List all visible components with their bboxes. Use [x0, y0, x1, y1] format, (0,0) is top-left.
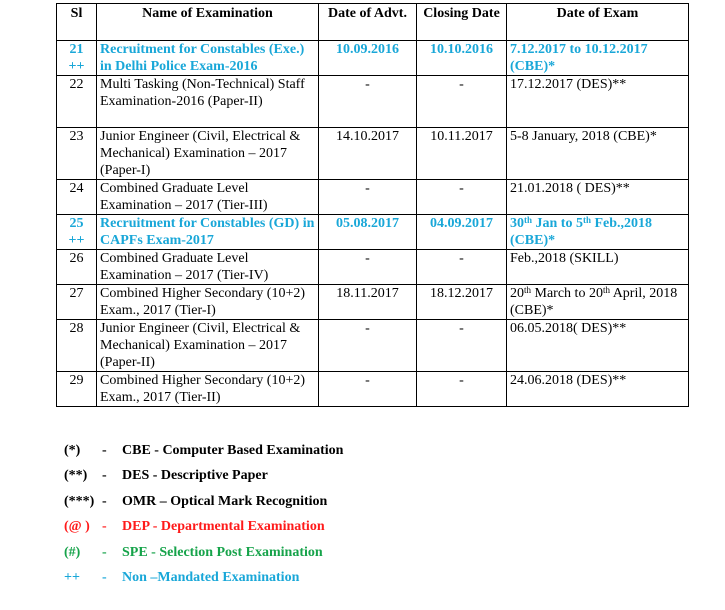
legend-item-des: (**) - DES - Descriptive Paper	[64, 468, 268, 483]
row-sl: 23	[57, 128, 97, 180]
row-advt: 10.09.2016	[319, 41, 417, 76]
row-closing: -	[417, 320, 507, 372]
row-closing: 10.10.2016	[417, 41, 507, 76]
row-advt: -	[319, 250, 417, 285]
row-name: Combined Graduate Level Examination – 2017 (Tier-IV)	[97, 250, 319, 285]
row-name: Multi Tasking (Non-Technical) Staff Examination-2016 (Paper-II)	[97, 76, 319, 128]
header-sl: Sl	[57, 4, 97, 41]
table-row	[57, 250, 689, 285]
row-closing: -	[417, 372, 507, 407]
row-exam-date: Feb.,2018 (SKILL)	[507, 250, 689, 285]
row-exam-date: 20th March to 20th April, 2018 (CBE)*	[507, 285, 689, 320]
header-exam-date: Date of Exam	[507, 4, 689, 41]
row-name: Combined Higher Secondary (10+2) Exam., 2017 (Tier-I)	[97, 285, 319, 320]
legend-item-omr: (***) - OMR – Optical Mark Recognition	[64, 494, 328, 509]
row-name: Combined Higher Secondary (10+2) Exam., 2017 (Tier-II)	[97, 372, 319, 407]
table-row	[57, 215, 689, 250]
table-row	[57, 285, 689, 320]
row-name: Recruitment for Constables (Exe.) in Delhi Police Exam-2016	[97, 41, 319, 76]
legend-item-non-mandated: ++ - Non –Mandated Examination	[64, 570, 300, 585]
row-advt: -	[319, 180, 417, 215]
row-closing: 18.12.2017	[417, 285, 507, 320]
header-closing: Closing Date	[417, 4, 507, 41]
legend-item-dep: (@ ) - DEP - Departmental Examination	[64, 519, 325, 534]
row-name: Combined Graduate Level Examination – 2017 (Tier-III)	[97, 180, 319, 215]
row-sl: 26	[57, 250, 97, 285]
row-exam-date: 06.05.2018( DES)**	[507, 320, 689, 372]
row-name: Recruitment for Constables (GD) in CAPFs Exam-2017	[97, 215, 319, 250]
legend-item-cbe: (*) - CBE - Computer Based Examination	[64, 443, 344, 458]
row-sl: 28	[57, 320, 97, 372]
row-sl: 22	[57, 76, 97, 128]
legend-item-spe: (#) - SPE - Selection Post Examination	[64, 545, 323, 560]
row-sl: 29	[57, 372, 97, 407]
table-header-row	[57, 4, 689, 41]
row-exam-date: 21.01.2018 ( DES)**	[507, 180, 689, 215]
examination-schedule-table	[56, 3, 689, 407]
header-name: Name of Examination	[97, 4, 319, 41]
row-closing: 10.11.2017	[417, 128, 507, 180]
row-advt: -	[319, 320, 417, 372]
row-closing: 04.09.2017	[417, 215, 507, 250]
table-row	[57, 41, 689, 76]
row-closing: -	[417, 180, 507, 215]
table-row	[57, 128, 689, 180]
row-sl: 24	[57, 180, 97, 215]
row-closing: -	[417, 76, 507, 128]
row-advt: -	[319, 372, 417, 407]
row-name: Junior Engineer (Civil, Electrical & Mechanical) Examination – 2017 (Paper-I)	[97, 128, 319, 180]
row-exam-date: 30th Jan to 5th Feb.,2018 (CBE)*	[507, 215, 689, 250]
row-exam-date: 5-8 January, 2018 (CBE)*	[507, 128, 689, 180]
row-sl: 25 ++	[57, 215, 97, 250]
table-row	[57, 320, 689, 372]
row-advt: 05.08.2017	[319, 215, 417, 250]
row-sl: 27	[57, 285, 97, 320]
row-closing: -	[417, 250, 507, 285]
row-exam-date: 24.06.2018 (DES)**	[507, 372, 689, 407]
table-row	[57, 180, 689, 215]
row-sl: 21 ++	[57, 41, 97, 76]
row-name: Junior Engineer (Civil, Electrical & Mechanical) Examination – 2017 (Paper-II)	[97, 320, 319, 372]
row-exam-date: 17.12.2017 (DES)**	[507, 76, 689, 128]
table-row	[57, 372, 689, 407]
row-advt: 18.11.2017	[319, 285, 417, 320]
row-exam-date: 7.12.2017 to 10.12.2017 (CBE)*	[507, 41, 689, 76]
row-advt: -	[319, 76, 417, 128]
row-advt: 14.10.2017	[319, 128, 417, 180]
header-advt: Date of Advt.	[319, 4, 417, 41]
table-row	[57, 76, 689, 128]
